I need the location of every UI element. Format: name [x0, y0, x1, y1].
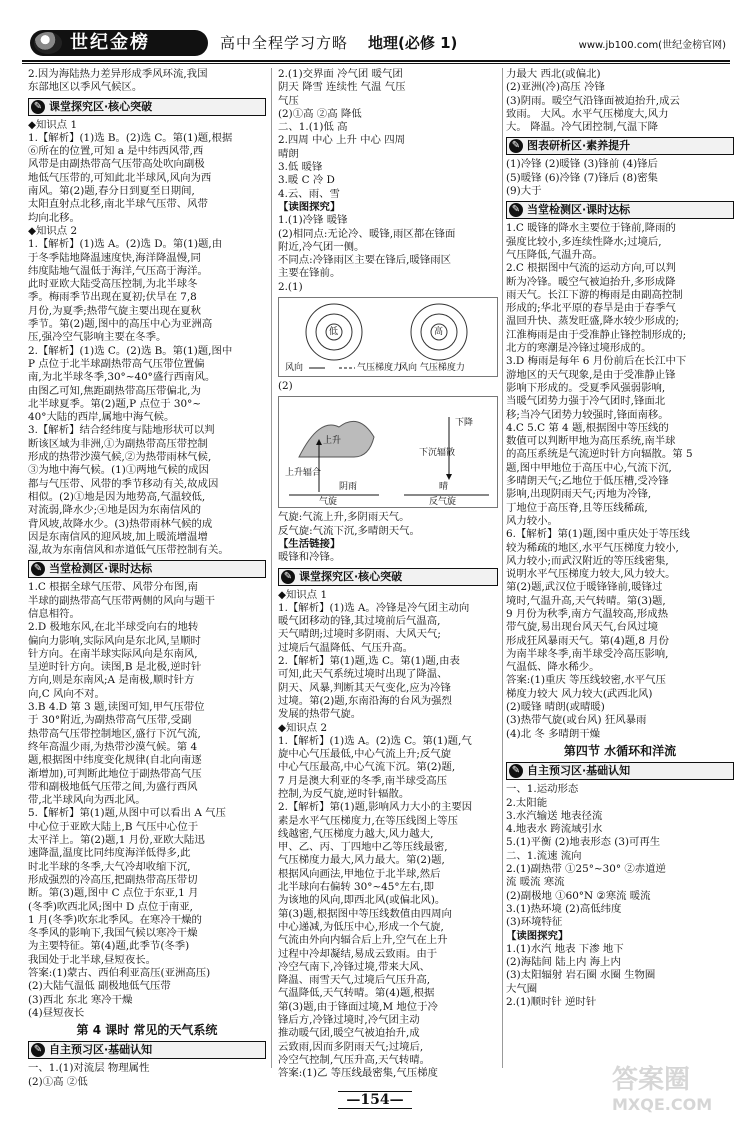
text-line: (2)副极地 ①60°N ②寒流 暖流	[506, 889, 651, 902]
text-line: 推动暖气团,暖空气被迫抬升,成	[278, 1027, 420, 1040]
text-line: 因是东南信风的迎风坡,加上暖流增温增	[28, 530, 208, 543]
text-line: (冬季)吹西北风;图中 D 点位于南亚,	[28, 900, 193, 913]
text-line: (2)相同点:无论冷、暖锋,雨区都在锋面	[278, 227, 456, 240]
section-banner	[28, 560, 266, 578]
column-3	[506, 68, 734, 1009]
text-line: 季节。第(2)题,图中的高压中心为亚洲高	[28, 318, 213, 331]
section-banner	[28, 98, 266, 116]
text-line: 云致雨,因而多阴雨天气;过境后,	[278, 1040, 424, 1053]
text-line: 天气晴朗;过境时多阴雨、大风天气;	[278, 628, 441, 641]
text-line: 力最大 西北(或偏北)	[506, 68, 601, 80]
text-line: (3)热带气旋(或台风) 狂风暴雨	[506, 714, 647, 727]
vertical-flow-svg	[279, 397, 497, 507]
text-line: 3.(1)热环境 (2)高低纬度	[506, 902, 622, 915]
book-series: 高中全程学习方略	[220, 34, 349, 52]
column-divider	[271, 68, 272, 1068]
text-line: 冷空气控制,气压升高,天气转晴。	[278, 1053, 431, 1066]
text-line: (2)亚洲(冷)高压 冷锋	[506, 81, 605, 94]
text-line: 主要在锋前。	[278, 267, 341, 280]
text-line: (3)太阳辐射 岩石圈 水圈 生物圈	[506, 969, 656, 982]
text-line: 4.地表水 跨流域引水	[506, 823, 603, 836]
text-line: 形成狂风暴雨天气。第(4)题,8 月份	[506, 634, 670, 647]
section-banner	[28, 1041, 266, 1059]
text-line: 多晴朗天气;乙地位于低压槽,受冷锋	[506, 475, 669, 488]
text-line: 由图乙可知,焦距副热带高压带偏北,为	[28, 384, 201, 397]
text-line: 1.【解析】(1)选 A。冷锋是冷气团主动向	[278, 601, 470, 614]
text-line: 移;当冷气团势力较强时,锋面南移。	[506, 408, 669, 421]
text-line: 答案:(1)重庆 等压线较密,水平气压	[506, 674, 666, 687]
low-label: 低	[329, 327, 339, 338]
legend-force: 气压梯度力	[357, 363, 403, 374]
text-line: 游地区的天气现象,是由于受准静止锋	[506, 368, 676, 381]
text-line: 中心位于亚欧大陆上,B 气压中心位于	[28, 820, 199, 833]
text-line: 江淮梅雨是由于受准静止锋控制形成的;	[506, 328, 687, 341]
text-line: P 点位于北半球副热带高气压带位置偏	[28, 357, 205, 370]
text-line: 境时,气温升高,天气转晴。第(3)题,	[506, 594, 666, 607]
text-line: 带气旋,易出现台风天气,台风过境	[506, 621, 659, 634]
text-line: 致雨。 大风。水平气压梯度大,风力	[506, 107, 669, 120]
text-line: 热带高气压带控制地区,盛行下沉气流,	[28, 727, 201, 740]
section-banner	[506, 762, 734, 780]
cyclone-wind-diagram	[278, 297, 498, 377]
text-line: 影响,出现阴雨天气;丙地为冷锋,	[506, 488, 652, 501]
text-line: 2.C 根据图中气流的运动方向,可以判	[506, 262, 676, 275]
column-2	[278, 68, 498, 1081]
legend-wind: 风向	[285, 363, 304, 374]
text-line: 2.(1)顺时针 逆时针	[506, 996, 597, 1008]
text-line: 控制,为反气旋,逆时针辐散。	[278, 787, 410, 800]
subsection-label: 【读图探究】	[278, 200, 341, 213]
text-line: 太平洋上。第(2)题,1 月份,亚欧大陆迅	[28, 834, 205, 847]
text-line: 风力较小;而武汉附近的等压线密集,	[506, 554, 669, 567]
text-line: 2.因为海陆热力差异形成季风环流,我国	[28, 68, 208, 80]
text-line: 7 月是澳大利亚的冬季,南半球受高压	[278, 774, 448, 787]
text-line: 北半球夏季。第(2)题,P 点位于 30°~	[28, 397, 202, 410]
anticyclone-caption: 反气旋	[429, 497, 457, 508]
text-line: 断该区域为非洲,①为副热带高压带控制	[28, 437, 208, 450]
text-line: 可知,此天气系统过境时出现了降温、	[278, 668, 448, 681]
text-line: 大气圈	[506, 982, 538, 995]
text-line: 气流由外向内辐合后上升,空气在上升	[278, 934, 448, 947]
high-label: 高	[434, 327, 444, 338]
text-line: 速降温,温度比同纬度海洋低得多,此	[28, 847, 191, 860]
text-line: 相似。(2)①地是因为地势高,气温较低,	[28, 490, 206, 503]
text-line: 带和副极地低气压带之间,为盛行西风	[28, 780, 198, 793]
text-line: 反气旋:气流下沉,多晴朗天气。	[278, 524, 420, 537]
text-line: 2.四周 中心 上升 中心 四周	[278, 134, 406, 147]
pencil-icon: ✎	[509, 764, 523, 778]
lesson-heading: 第四节 水循环和洋流	[563, 743, 677, 758]
text-line: 3.暖 C 冷 D	[278, 174, 335, 187]
text-line: ③为地中海气候。(1)①两地气候的成因	[28, 464, 209, 477]
watermark-text: 答案圈	[612, 1065, 691, 1095]
text-line: 渐增加),可判断此地位于副热带高气压	[28, 767, 202, 780]
text-line: 说明水平气压梯度力较大,风力较大。	[506, 568, 676, 581]
text-line: 3.【解析】结合经纬度与陆地形状可以判	[28, 424, 215, 437]
text-line: 9 月份为秋季,南方气温较高,形成热	[506, 607, 668, 620]
text-line: ◆知识点 1	[28, 118, 78, 131]
text-line: 2.D 极地东风,在北半球受向右的地转	[28, 621, 199, 634]
text-line: 方向,则是东南风;A 是南极,顺时针方	[28, 674, 195, 687]
text-line: 晴朗	[278, 147, 299, 160]
legend-right: 风向 气压梯度力	[399, 363, 465, 374]
text-line: 对流弱,降水少;④地是因为东南信风的	[28, 504, 202, 517]
text-line: 阴天 降雪 连续性 气温 气压	[278, 81, 406, 94]
text-line: 月份,为夏季;热带气旋主要出现在夏秋	[28, 304, 202, 317]
text-line: 第(3)题,根据图中等压线数值由四周向	[278, 907, 452, 920]
text-line: 气旋:气流上升,多阴雨天气。	[278, 511, 410, 524]
text-line: 2.(1)	[278, 280, 303, 293]
header-url[interactable]: www.jb100.com(世纪金榜官网)	[578, 40, 726, 51]
text-line: 形成的热带沙漠气候,②为热带雨林气候,	[28, 451, 212, 464]
text-line: 二、1.(1)低 高	[278, 121, 348, 134]
text-line: 2.太阳能	[506, 796, 548, 809]
text-line: 风力较小。	[506, 514, 558, 527]
pencil-icon: ✎	[509, 139, 523, 153]
text-line: 的高压系统是气流逆时针方向辐散。第 5	[506, 448, 693, 461]
text-line: 气压梯度力最大,风力最大。第(2)题,	[278, 854, 445, 867]
text-line: 影响下形成的。受夏季风强弱影响,	[506, 381, 666, 394]
text-line: 过境。第(2)题,东南沿海的台风为强烈	[278, 694, 452, 707]
text-line: 温回升快、蒸发旺盛,降水较少形成的;	[506, 315, 680, 328]
text-line: 于冬季陆地降温速度快,海洋降温慢,同	[28, 251, 201, 264]
text-line: 答案:(1)乙 等压线最密集,气压梯度	[278, 1067, 438, 1080]
section-title: 图表研析区·素养提升	[527, 139, 631, 153]
logo-text: 世纪金榜	[70, 32, 150, 53]
text-line: 背风坡,故降水少。(3)热带雨林气候的成	[28, 517, 213, 530]
down-label: 下降	[455, 418, 474, 429]
header-rule	[22, 60, 730, 62]
text-line: 过程中冷却凝结,易成云致雨。由于	[278, 947, 438, 960]
text-line: 附近,冷气团一侧。	[278, 240, 365, 253]
text-line: (2)①高 ②低	[28, 1075, 88, 1088]
text-line: 第(2)题,武汉位于暖锋锋前,暖锋过	[506, 581, 663, 594]
text-line: (2)大陆气温低 副极地低气压带	[28, 980, 171, 993]
section-banner	[506, 201, 734, 219]
div-label: 下沉辐散	[419, 448, 456, 459]
text-line: 1.C 暖锋的降水主要位于锋前,降雨的	[506, 222, 676, 235]
pencil-icon: ✎	[31, 562, 45, 576]
text-line: 此时亚欧大陆受高压控制,为北半球冬	[28, 278, 198, 291]
pencil-icon: ✎	[31, 1043, 45, 1057]
text-line: 锋后方,冷锋过境时,冷气团主动	[278, 1014, 420, 1027]
pencil-icon: ✎	[281, 570, 295, 584]
column-1	[28, 68, 266, 1089]
text-line: 于 30°附近,为副热带高气压带,受副	[28, 714, 192, 727]
sunny-label: 晴	[439, 482, 449, 493]
text-line: 1.【解析】(1)选 B。(2)选 C。第(1)题,根据	[28, 131, 233, 144]
text-line: ◆知识点 2	[278, 721, 328, 734]
text-line: 北半球向右偏转 30°~45°左右,即	[278, 881, 435, 894]
pencil-icon: ✎	[509, 203, 523, 217]
text-line: 1.(1)冷锋 暖锋	[278, 214, 348, 227]
text-line: 我国处于北半球,昼短夜长。	[28, 953, 156, 966]
text-line: 甲、乙、丙、丁四地中乙等压线最密,	[278, 841, 448, 854]
text-line: 南风。第(2)题,春分日到夏至日期间,	[28, 185, 195, 198]
text-line: 答案:(1)蒙古、西伯利亚高压(亚洲高压)	[28, 967, 211, 979]
lesson-heading: 第 4 课时 常见的天气系统	[76, 1023, 218, 1038]
text-line: 2.(1)交界面 冷气团 暖气团	[278, 68, 403, 80]
watermark	[612, 1059, 730, 1113]
text-line: 冷空气南下,冷锋过境,带来大风、	[278, 960, 431, 973]
section-title: 当堂检测区·课时达标	[49, 562, 153, 576]
text-line: (4)昼短夜长	[28, 1006, 85, 1019]
conv-label: 上升辐合	[285, 468, 322, 479]
text-line: (2)	[278, 380, 293, 393]
text-line: 湿,故为东南信风和赤道低气压带控制有关。	[28, 544, 229, 557]
text-line: 都与气压带、风带的季节移动有关,故成因	[28, 477, 219, 490]
text-line: 终年高温少雨,为热带沙漠气候。第 4	[28, 740, 198, 753]
book-title: 地理(必修 1)	[368, 34, 458, 52]
text-line: 气温降低,天气转晴。第(4)题,根据	[278, 987, 435, 1000]
text-line: 北方的寒潮是冷锋过境形成的。	[506, 342, 652, 355]
cyclone-vertical-diagram	[278, 396, 498, 508]
text-line: 1.【解析】(1)选 A。(2)选 D。第(1)题,由	[28, 238, 223, 251]
text-line: (2)暖锋 晴朗(或晴暖)	[506, 701, 605, 714]
text-line: (4)北 冬 多晴朗干燥	[506, 727, 601, 740]
text-line: 断为冷锋。暖空气被迫抬升,多形成降	[506, 275, 676, 288]
text-line: 1.【解析】(1)选 A。(2)选 C。第(1)题,气	[278, 734, 472, 747]
text-line: 1 月(冬季)吹东北季风。在寒冷干燥的	[28, 913, 202, 926]
text-line: 6.【解析】第(1)题,图中重庆处于等压线	[506, 528, 690, 541]
text-line: 气压	[278, 94, 299, 107]
text-line: 呈逆时针方向。读图,B 是北极,逆时针	[28, 661, 202, 674]
text-line: (2)①高 ②高 降低	[278, 107, 362, 120]
text-line: 较为稀疏的地区,水平气压梯度力较小,	[506, 541, 679, 554]
section-title: 课堂探究区·核心突破	[299, 569, 403, 583]
up-label: 上升	[323, 436, 342, 447]
text-line: 降温、雨雪天气,过境后气压升高,	[278, 974, 431, 987]
text-line: (5)暖锋 (6)冷锋 (7)锋后 (8)密集	[506, 171, 658, 184]
text-line: 均向北移。	[28, 211, 80, 224]
text-line: 中心气压最高,中心气流下沉。第(2)题,	[278, 761, 456, 774]
text-line: 丁地位于高压脊,且等压线稀疏,	[506, 501, 648, 514]
section-title: 自主预习区·基础认知	[49, 1043, 153, 1057]
text-line: 发展的热带气旋。	[278, 708, 362, 721]
brand-logo	[30, 30, 208, 56]
page-header	[22, 30, 730, 58]
text-line: 不同点:冷锋雨区主要在锋后,暖锋雨区	[278, 254, 452, 267]
text-line: 时北半球的冬季,大气冷却收缩下沉,	[28, 860, 191, 873]
text-line: 纬度陆地气温低于海洋,气压高于海洋。	[28, 264, 208, 277]
column-divider	[502, 68, 503, 1068]
section-banner	[278, 568, 498, 586]
text-line: 形成的;华北平原的春旱是由于春季气	[506, 302, 676, 315]
text-line: 雨天气。长江下游的梅雨是由副高控制	[506, 288, 683, 301]
text-line: (2)海陆间 陆上内 海上内	[506, 956, 621, 969]
text-line: ◆知识点 2	[28, 224, 78, 237]
text-line: 数值可以判断甲地为高压系统,南半球	[506, 435, 676, 448]
text-line: (9)大于	[506, 185, 542, 198]
text-line: 形成强烈的冷高压,把副热带高压带切	[28, 873, 198, 886]
text-line: 1.(1)水汽 地表 下渗 地下	[506, 942, 624, 955]
text-line: 东部地区以季风气候区。	[28, 81, 143, 94]
text-line: 3.B 4.D 第 3 题,读图可知,甲气压带位	[28, 701, 205, 714]
pencil-icon: ✎	[31, 100, 45, 114]
text-line: 4.C 5.C 第 4 题,根据图中等压线的	[506, 421, 669, 434]
text-line: 梯度力较大 风力较大(武西北风)	[506, 687, 653, 700]
text-line: 为南半球冬季,南半球受冷高压影响,	[506, 647, 669, 660]
text-line: 阴天、风暴,判断其天气变化,应为冷锋	[278, 681, 451, 694]
text-line: 压,强冷空气影响主要在冬季。	[28, 331, 167, 344]
text-line: (3)环境特征	[506, 916, 563, 929]
text-line: 偏向力影响,实际风向是东北风,呈顺时	[28, 634, 201, 647]
text-line: 暖锋和冷锋。	[278, 551, 341, 564]
text-line: 3.水汽输送 地表径流	[506, 809, 603, 822]
text-line: 向,C 风向不对。	[28, 687, 105, 700]
text-line: 冬季风的影响下,我国气候以寒冷干燥	[28, 927, 198, 940]
header-rule-thin	[22, 63, 730, 64]
text-line: 中心递减,为低压中心,形成一个气旋,	[278, 920, 444, 933]
text-line: ◆知识点 1	[278, 588, 328, 601]
globe-icon	[34, 32, 62, 54]
cyclone-caption: 气旋	[319, 497, 338, 508]
text-line: 当暖气团势力强于冷气团时,锋面北	[506, 395, 666, 408]
text-line: 根据风向画法,甲地位于北半球,然后	[278, 867, 441, 880]
rain-label: 阴雨	[339, 482, 358, 493]
section-title: 课堂探究区·核心突破	[49, 99, 153, 113]
text-line: 旋中心气压最低,中心气流上升;反气旋	[278, 748, 452, 761]
text-line: 风带是由副热带高气压带高处吹向副极	[28, 158, 205, 171]
text-line: 强度比较小,多连续性降水;过境后,	[506, 235, 662, 248]
text-line: 大。 降温。冷气团控制,气温下降	[506, 121, 659, 134]
text-line: 3.D 梅雨是每年 6 月份前后在长江中下	[506, 355, 687, 368]
text-line: 1.C 根据全球气压带、风带分布图,南	[28, 581, 198, 594]
text-line: 气压降低,气温升高。	[506, 248, 603, 261]
text-line: (3)西北 东北 寒冷干燥	[28, 993, 133, 1006]
text-line: 为主要特征。第(4)题,此季节(冬季)	[28, 940, 190, 953]
text-line: 5.(1)平衡 (2)地表形态 (3)可再生	[506, 836, 661, 849]
text-line: 题,图中甲地位于高压中心,气流下沉,	[506, 461, 672, 474]
text-line: 气温低、降水稀少。	[506, 661, 600, 674]
text-line: 3.低 暖锋	[278, 161, 323, 174]
text-line: 半球的副热带高气压带两侧的风向与题干	[28, 594, 216, 607]
text-line: 题,根据图中纬度变化规律(自北向南逐	[28, 754, 202, 767]
watermark-url: MXQE.COM	[612, 1095, 713, 1114]
section-title: 自主预习区·基础认知	[527, 764, 631, 778]
text-line: 为该地的风向,即西北风(或偏北风)。	[278, 894, 446, 907]
text-line: 暖气团移动的锋,其过境前后气温高,	[278, 615, 441, 628]
text-line: 南,为北半球冬季,30°~40°盛行西南风。	[28, 371, 216, 384]
text-line: 线越密,气压梯度力越大,风力越大,	[278, 827, 434, 840]
text-line: 太阳直射点北移,南北半球气压带、风带	[28, 198, 208, 211]
text-line: 一、1.运动形态	[506, 783, 579, 796]
text-line: 一、1.(1)对流层 物理属性	[28, 1062, 150, 1075]
text-line: 季。梅雨季节出现在夏初;伏旱在 7,8	[28, 291, 197, 304]
text-line: 断。第(3)题,图中 C 点位于东亚,1 月	[28, 887, 199, 900]
text-line: (1)冷锋 (2)暖锋 (3)锋前 (4)锋后	[506, 158, 658, 171]
text-line: ⑥所在的位置,可知 a 是中纬西风带,西	[28, 145, 204, 158]
text-line: 针方向。在南半球实际风向是东南风,	[28, 647, 198, 660]
text-line: 2.【解析】(1)选 C。(2)选 B。第(1)题,图中	[28, 344, 233, 357]
text-line: 4.云、雨、雪	[278, 187, 340, 200]
text-line: 2.【解析】第(1)题,影响风力大小的主要因	[278, 801, 473, 814]
text-line: (3)阴雨。暖空气沿锋面被迫抬升,成云	[506, 94, 680, 107]
section-banner	[506, 137, 734, 155]
subsection-label: 【读图探究】	[506, 929, 569, 942]
text-line: 2.【解析】第(1)题,选 C。第(1)题,由表	[278, 655, 460, 668]
text-line: 素是水平气压梯度力,在等压线图上等压	[278, 814, 458, 827]
section-title: 当堂检测区·课时达标	[527, 203, 631, 217]
text-line: 过境后气温降低、气压升高。	[278, 641, 414, 654]
subsection-label: 【生活链接】	[278, 537, 341, 550]
page-number: —154—	[0, 1092, 750, 1108]
text-line: 5.【解析】第(1)题,从图中可以看出 A 气压	[28, 807, 226, 820]
text-line: 地低气压带的,可知此北半球风,风向为西	[28, 171, 212, 184]
text-line: 流 暖流 寒流	[506, 876, 565, 889]
text-line: 第(3)题,由于锋面过境,M 地位于冷	[278, 1000, 438, 1013]
text-line: 带,北半球风向为西北风。	[28, 794, 146, 807]
text-line: 信息相符。	[28, 607, 80, 620]
text-line: 40°大陆的西岸,属地中海气候。	[28, 411, 175, 424]
text-line: 2.(1)副热带 ①25°~30° ②赤道逆	[506, 863, 666, 876]
text-line: 二、1.流速 流向	[506, 849, 582, 862]
